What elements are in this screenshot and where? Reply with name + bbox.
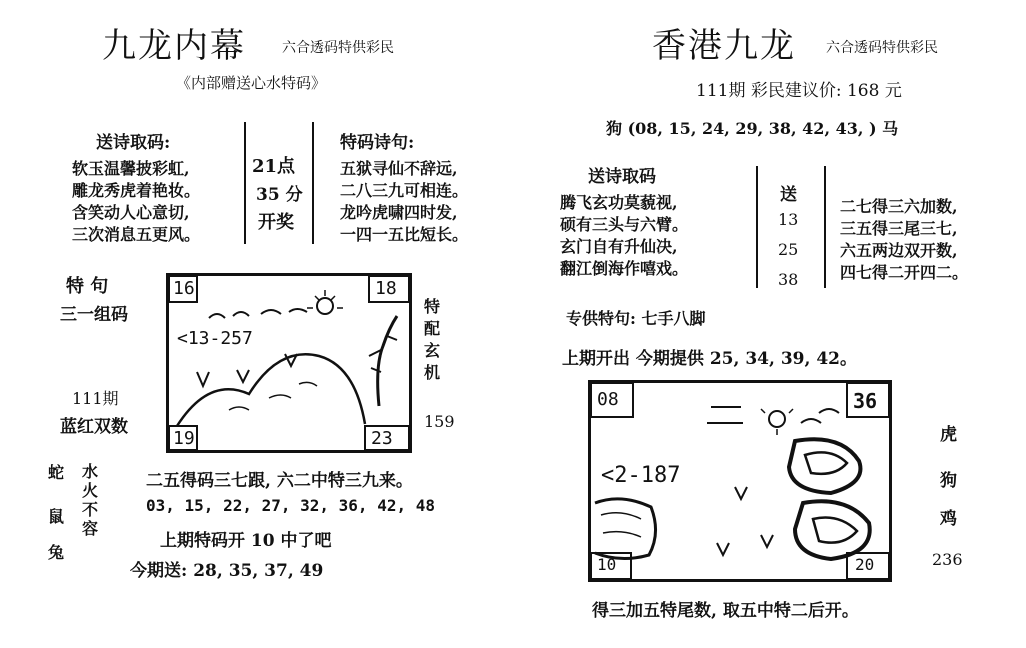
left-poem [72,158,200,246]
right-hint-poem [840,196,968,284]
right-hint-line: 六五两边双开数, [840,241,958,260]
right-subtitle: 六合透码特供彩民 [826,40,938,56]
right-box-4: 38 [778,270,799,289]
left-title: 九龙内幕 [102,26,246,66]
right-poem-line: 硕有三头与六臂。 [560,215,689,234]
right-box-3: 25 [778,240,799,259]
left-this-period: 今期送: 28, 35, 37, 49 [130,561,324,581]
left-subtitle: 六合透码特供彩民 [282,40,394,56]
left-line1: 二五得码三七跟, 六二中特三九来。 [146,471,413,491]
left-sketch-image [166,273,412,453]
left-tejue: 特 句 [66,276,109,297]
right-poem-line: 腾飞玄功莫藐视, [560,193,678,212]
right-num-236: 236 [932,550,963,569]
left-zodiac-1: 蛇 [47,463,64,482]
left-num-159: 159 [424,412,455,431]
left-group: 三一组码 [60,305,128,325]
left-draw-label: 开奖 [258,212,294,233]
left-special-heading: 特码诗句: [340,133,415,153]
right-special: 专供特句: 七手八脚 [566,309,706,328]
left-poem-line: 含笑动人心意切, [72,203,190,222]
left-draw-hour: 21点 [252,156,296,177]
right-hint-line: 四七得二开四二。 [840,263,969,282]
right-cut-line: 狗 (08, 15, 24, 29, 38, 42, 43, ) 马 [606,119,899,138]
right-animal-1: 虎 [940,425,957,445]
right-poem-heading: 送诗取码 [588,167,656,187]
left-img-handwriting: <13-257 [177,328,253,349]
left-poem-line: 三次消息五更风。 [72,225,201,244]
left-img-num-br: 23 [371,428,393,449]
left-special-poem [340,158,468,246]
left-numbers: 03, 15, 22, 27, 32, 36, 42, 48 [146,496,435,515]
left-draw-minute: 35 分 [256,185,303,205]
right-poem-line: 翻江倒海作嘻戏。 [560,259,689,278]
left-period: 111期 [72,389,119,408]
right-img-num-tr: 36 [853,389,878,413]
right-animal-3: 鸡 [940,509,957,529]
right-img-num-tl: 08 [597,389,619,410]
right-title: 香港九龙 [652,26,796,66]
right-animal-2: 狗 [940,471,957,491]
left-special-line: 龙吟虎啸四时发, [340,203,458,222]
left-zodiac-3: 兔 [47,543,64,562]
left-img-num-bl: 19 [173,428,195,449]
left-img-num-tl: 16 [173,278,195,299]
right-box-1: 送 [780,185,797,205]
left-vertical-tip: 特配玄机 [423,297,440,382]
right-price-line: 111期 彩民建议价: 168 元 [696,81,902,101]
left-color-tip: 蓝红双数 [60,417,128,437]
right-bottom-line: 得三加五特尾数, 取五中特二后开。 [592,601,859,621]
right-hint-line: 三五得三尾三七, [840,219,958,238]
right-sketch-image [588,380,892,582]
left-special-line: 五狱寻仙不辞远, [340,159,458,178]
left-poem-line: 雕龙秀虎着艳妆。 [72,181,201,200]
left-poem-heading: 送诗取码: [96,133,171,153]
right-hint-line: 二七得三六加数, [840,197,958,216]
left-sketch-drawing [169,276,409,450]
left-img-num-tr: 18 [375,278,397,299]
right-poem-line: 玄门自有升仙决, [560,237,678,256]
left-special-line: 一四一五比短长。 [340,225,469,244]
right-poem [560,192,688,280]
left-special-line: 二八三九可相连。 [340,181,469,200]
right-img-handwriting: <2-187 [601,463,681,488]
right-img-num-br: 20 [855,555,875,574]
left-note: 《内部赠送心水特码》 [176,74,327,92]
left-last-period: 上期特码开 10 中了吧 [160,531,332,551]
left-elements: 水火不容 [81,462,98,538]
left-poem-line: 软玉温馨披彩虹, [72,159,190,178]
left-zodiac-2: 鼠 [47,507,64,526]
right-img-num-bl: 10 [597,555,617,574]
right-last-provide: 上期开出 今期提供 25, 34, 39, 42。 [562,349,857,369]
right-box-2: 13 [778,210,799,229]
